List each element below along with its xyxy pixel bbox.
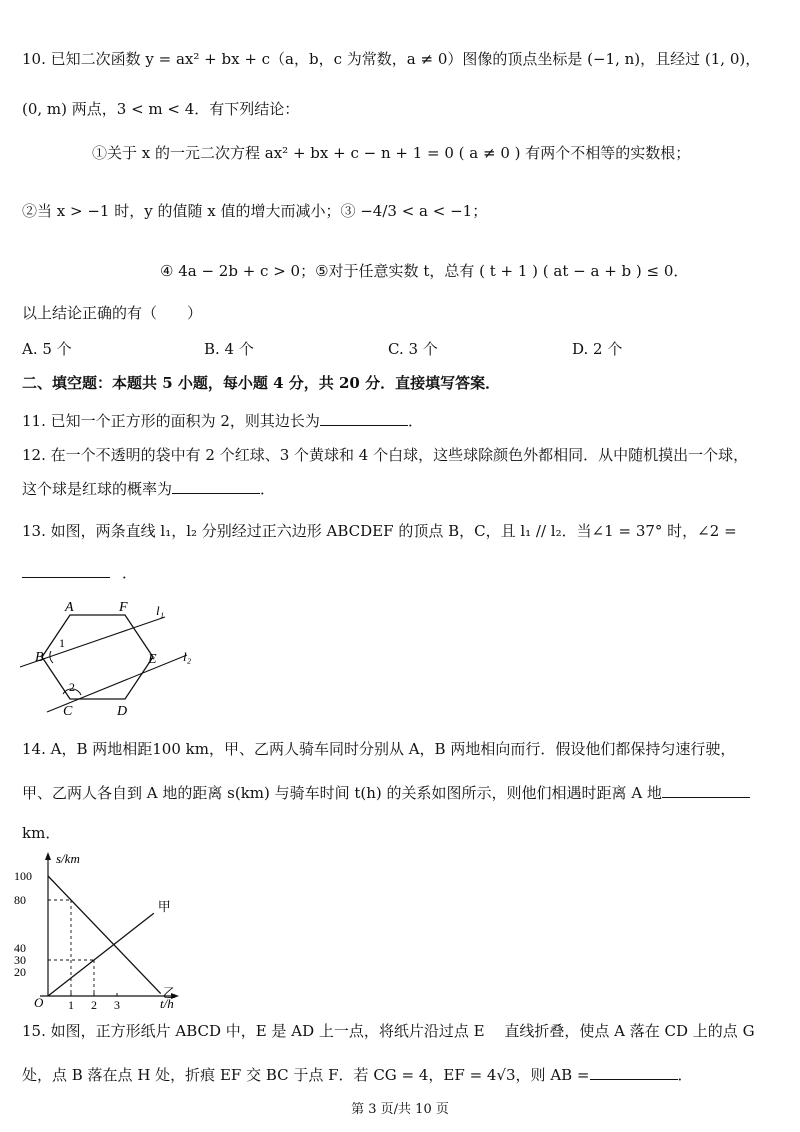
q10-prompt: 以上结论正确的有（ ） [22,304,203,322]
q12-text: 这个球是红球的概率为 [22,480,173,498]
q15-text: 处，点 B 落在点 H 处，折痕 EF 交 BC 于点 F．若 CG = 4，EF = 4√3，则 AB = [22,1066,590,1084]
q15-line-1: 15. 如图，正方形纸片 ABCD 中，E 是 AD 上一点，将纸片沿过点 E 直线折叠，使点 A 落在 CD 上的点 G [22,1022,755,1040]
y-tick-100: 100 [14,869,32,883]
label-l2: l₂ [183,649,192,664]
label-A: A [65,600,74,615]
q13-answer-blank [22,563,110,578]
q10-statement-4-5: ④ 4a − 2b + c > 0；⑤对于任意实数 t，总有 ( t + 1 ) ( at − a + b ) ≤ 0． [160,262,689,280]
q15-answer-blank [590,1065,678,1080]
label-l1: l₁ [156,603,165,618]
q10-option-a: A. 5 个 [22,340,72,358]
section-title: 二、填空题：本题共 5 小题，每小题 4 分，共 20 分．直接填写答案． [22,374,501,392]
q14-line-1: 14. A，B 两地相距100 km，甲、乙两人骑车同时分别从 A，B 两地相向而行．假设他们都保持匀速行驶， [22,740,736,758]
angle-1-label: 1 [59,636,65,650]
series-yi-label: 乙 [162,985,176,1001]
q11-line [22,410,423,432]
x-tick-3: 3 [114,998,120,1010]
angle-2-label: 2 [69,680,75,694]
q10-option-b: B. 4 个 [204,340,254,358]
x-tick-2: 2 [91,998,97,1010]
q14-text: 甲、乙两人各自到 A 地的距离 s(km) 与骑车时间 t(h) 的关系如图所示，则他们相遇时距离 A 地 [22,784,662,802]
q13-line-1: 13. 如图，两条直线 l₁，l₂ 分别经过正六边形 ABCDEF 的顶点 B，C，且 l₁ // l₂．当∠1 = 37° 时，∠2 = [22,522,737,540]
y-tick-40: 40 [14,941,26,955]
q11-answer-blank [320,411,408,426]
q12-line-1: 12. 在一个不透明的袋中有 2 个红球、3 个黄球和 4 个白球，这些球除颜色外都相同．从中随机摸出一个球， [22,446,749,464]
y-tick-20: 20 [14,965,26,979]
y-tick-30: 30 [14,953,26,967]
origin-label: O [34,995,44,1010]
page-number: 第 3 页/共 10 页 [351,1102,449,1117]
y-tick-80: 80 [14,893,26,907]
q15-end: ． [677,1066,693,1084]
q10-line-2: (0, m) 两点，3 < m < 4．有下列结论： [22,100,300,118]
q11-end: ． [407,412,423,430]
q10-option-d: D. 2 个 [572,340,623,358]
distance-time-chart [10,850,200,1010]
q14-answer-blank [662,783,750,798]
series-jia-label: 甲 [157,899,171,915]
label-E: E [148,652,157,667]
q10-line-1: 10. 已知二次函数 y = ax² + bx + c（a，b，c 为常数，a ≠ 0）图像的顶点坐标是 (−1, n)，且经过 (1, 0)， [22,50,761,68]
q13-end: ． [122,564,138,582]
label-B: B [35,650,44,665]
hexagon-figure [15,595,200,720]
q11-text: 11. 已知一个正方形的面积为 2，则其边长为 [22,412,320,430]
q13-line-2 [22,562,137,584]
q12-end: ． [260,480,276,498]
q12-answer-blank [172,479,260,494]
x-axis-label: t/h [160,996,174,1010]
q15-line-2 [22,1064,693,1086]
label-F: F [119,600,128,615]
label-D: D [117,704,128,719]
series-yi-line [48,876,161,994]
x-tick-1: 1 [68,998,74,1010]
angle-1-arc [50,651,53,663]
q10-option-c: C. 3 个 [388,340,438,358]
q10-statement-2-3: ②当 x > −1 时，y 的值随 x 值的增大而减小；③ −4/3 < a < −1； [22,202,488,220]
chart-marks [14,869,176,1010]
series-jia-line [48,913,154,996]
q12-line-2 [22,478,275,500]
y-axis-arrow [45,852,51,860]
q14-line-2 [22,782,750,804]
y-axis-label: s/km [56,851,80,866]
label-C: C [63,704,73,719]
q14-line-3: km． [22,824,61,842]
q10-statement-1: ①关于 x 的一元二次方程 ax² + bx + c − n + 1 = 0 ( a ≠ 0 ) 有两个不相等的实数根； [92,144,691,162]
hexagon [42,615,153,699]
